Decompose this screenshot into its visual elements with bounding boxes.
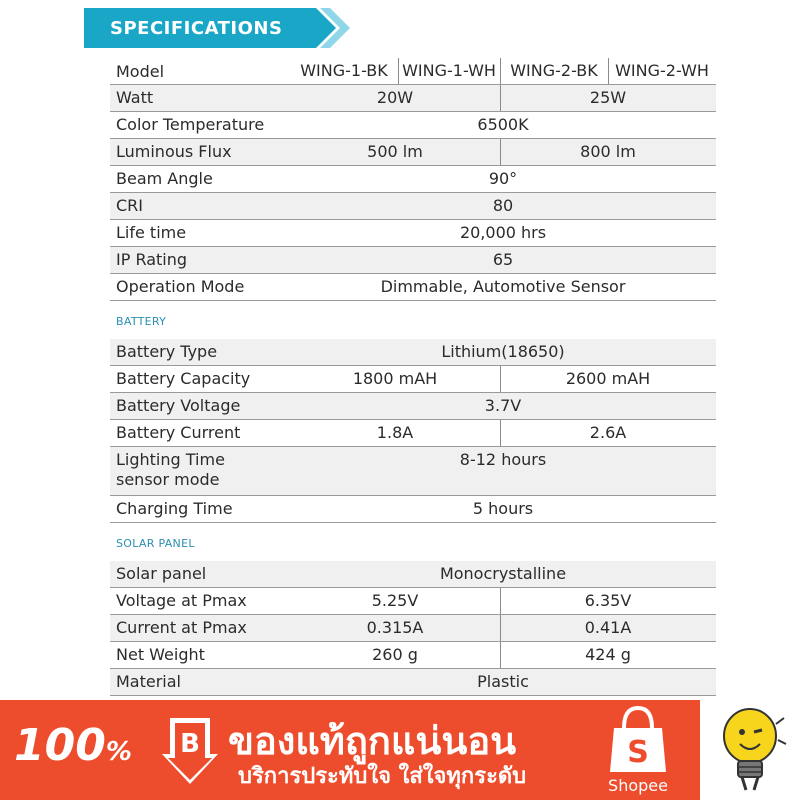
specifications-table [110,58,716,723]
table-row-model [110,58,716,85]
table-row [110,642,716,669]
table-row [110,420,716,447]
row-label: Battery Current [116,423,241,442]
promo-banner [0,700,800,800]
column-divider [500,58,501,84]
row-label: Charging Time [116,499,233,518]
row-label: Color Temperature [116,115,265,134]
row-label: Lighting Time sensor mode [116,450,225,489]
value-cell-all: Monocrystalline [439,564,567,583]
value-cell-wing2: 25W [589,88,627,107]
b-badge-letter: B [180,729,200,759]
table-row [110,85,716,112]
b-badge-arrow-icon [162,714,218,786]
row-label: Battery Type [116,342,218,361]
row-label: Voltage at Pmax [116,591,247,610]
row-label: Luminous Flux [116,142,232,161]
row-label: CRI [116,196,144,215]
column-divider [500,366,501,392]
value-cell-wing1: 1800 mAH [352,369,438,388]
model-name-cell: WING-1-WH [402,61,496,80]
table-row [110,339,716,366]
promo-headline: ของแท้ถูกแน่นอน [228,719,517,763]
value-cell-wing1: 20W [376,88,414,107]
promo-percent: 100% [14,720,132,771]
value-cell-all: Dimmable, Automotive Sensor [380,277,626,296]
row-label: Beam Angle [116,169,213,188]
column-divider [500,588,501,614]
value-cell-all: 8-12 hours [459,450,547,469]
row-label: Net Weight [116,645,205,664]
section-heading: BATTERY [116,315,167,328]
value-cell-wing1: 260 g [372,645,418,664]
table-row [110,112,716,139]
table-row [110,166,716,193]
table-row [110,193,716,220]
table-row [110,366,716,393]
model-name-cell: WING-1-BK [300,61,388,80]
shopee-bag-letter: S [627,735,649,770]
table-row [110,496,716,523]
shopee-logo [582,702,694,798]
table-row [110,615,716,642]
value-cell-wing1: 0.315A [366,618,424,637]
section-heading: SOLAR PANEL [116,537,195,550]
column-divider [500,139,501,165]
row-label: Battery Voltage [116,396,241,415]
table-row [110,447,716,496]
value-cell-all: Plastic [477,672,529,691]
page-title: SPECIFICATIONS [110,18,283,39]
model-name-cell: WING-2-BK [510,61,598,80]
shopee-label: Shopee [608,776,668,795]
value-cell-wing2: 800 lm [580,142,636,161]
column-divider [398,58,399,84]
row-label: Battery Capacity [116,369,251,388]
specifications-header [84,8,358,48]
table-row [110,561,716,588]
row-label: Solar panel [116,564,207,583]
value-cell-wing1: 5.25V [371,591,419,610]
row-label: Watt [116,88,154,107]
column-divider [500,642,501,668]
row-label: Current at Pmax [116,618,247,637]
value-cell-all: 65 [492,250,514,269]
value-cell-all: 3.7V [484,396,522,415]
promo-subline: บริการประทับใจ ใส่ใจทุกระดับ [238,764,527,789]
lightbulb-mascot-icon [712,706,788,796]
value-cell-all: Lithium(18650) [441,342,565,361]
value-cell-wing2: 2.6A [589,423,627,442]
column-divider [608,58,609,84]
value-cell-all: 90° [488,169,518,188]
table-row [110,669,716,696]
row-label: Model [116,62,165,81]
value-cell-wing1: 1.8A [376,423,414,442]
column-divider [500,615,501,641]
table-row [110,220,716,247]
model-name-cell: WING-2-WH [615,61,709,80]
table-row [110,247,716,274]
row-label: IP Rating [116,250,188,269]
value-cell-wing2: 424 g [585,645,631,664]
table-row [110,139,716,166]
value-cell-all: 20,000 hrs [459,223,547,242]
column-divider [500,420,501,446]
row-label: Material [116,672,181,691]
value-cell-wing2: 2600 mAH [565,369,651,388]
value-cell-all: 6500K [477,115,529,134]
value-cell-all: 80 [492,196,514,215]
value-cell-wing2: 0.41A [584,618,632,637]
table-row [110,588,716,615]
table-row [110,274,716,301]
value-cell-wing2: 6.35V [584,591,632,610]
promo-strip [0,700,700,800]
column-divider [500,85,501,111]
value-cell-wing1: 500 lm [367,142,423,161]
row-label: Operation Mode [116,277,245,296]
row-label: Life time [116,223,187,242]
table-row [110,393,716,420]
value-cell-all: 5 hours [472,499,534,518]
